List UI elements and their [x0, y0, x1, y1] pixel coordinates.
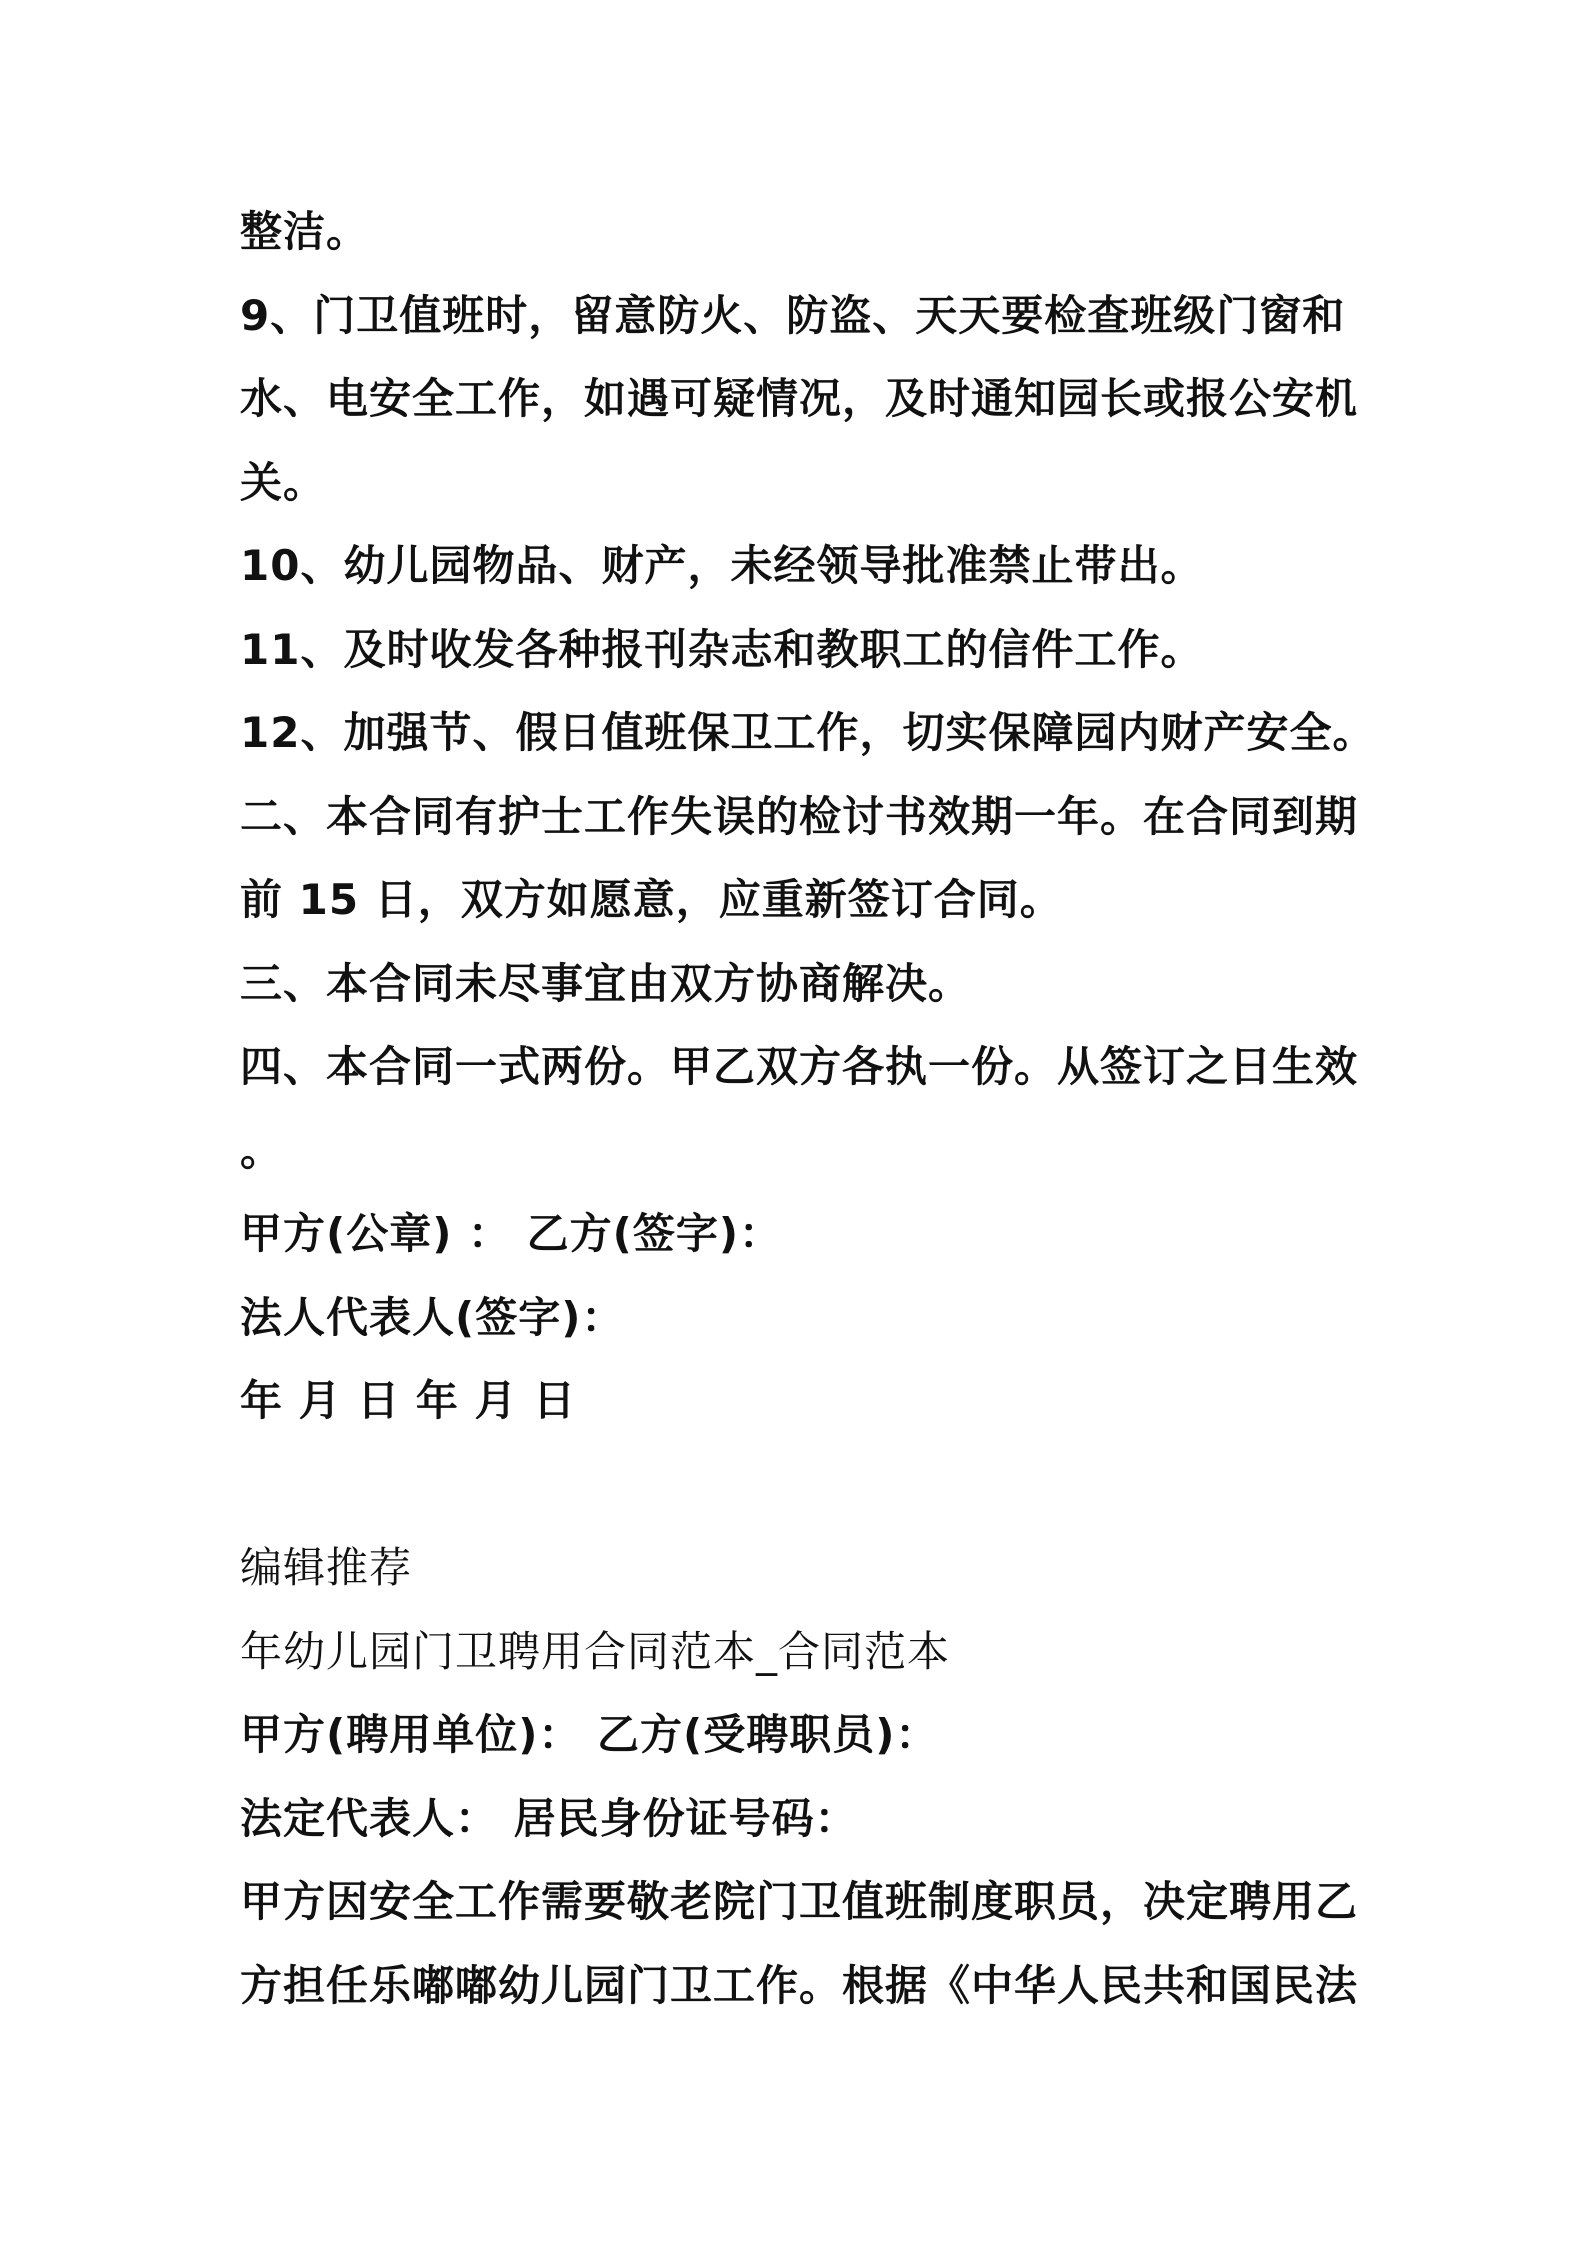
- text-line: 水、电安全工作，如遇可疑情况，及时通知园长或报公安机: [240, 374, 1359, 423]
- text-line: 关。: [240, 457, 327, 507]
- document-body: [240, 190, 1376, 2027]
- text-line: 三、本合同未尽事宜由双方协商解决。: [240, 958, 972, 1008]
- text-line: 9、门卫值班时，留意防火、防盗、天天要检查班级门窗和: [240, 290, 1346, 340]
- signature-party-line: 甲方(公章) ： 乙方(签字)：: [240, 1209, 783, 1258]
- text-line: 法定代表人： 居民身份证号码：: [240, 1793, 858, 1843]
- text-line: 甲方因安全工作需要敬老院门卫值班制度职员，决定聘用乙: [240, 1877, 1359, 1926]
- date-line: 年 月 日 年 月 日: [240, 1376, 577, 1425]
- text-line: 前 15 日，双方如愿意，应重新签订合同。: [240, 875, 1063, 924]
- text-line: 11、及时收发各种报刊杂志和教职工的信件工作。: [240, 624, 1204, 674]
- text-line: 方担任乐嘟嘟幼儿园门卫工作。根据《中华人民共和国民法: [240, 1960, 1359, 2010]
- legal-representative-line: 法人代表人(签字)：: [240, 1292, 625, 1342]
- text-line: 。: [240, 1125, 284, 1175]
- text-line: 甲方(聘用单位)： 乙方(受聘职员)：: [240, 1710, 939, 1759]
- text-line: 二、本合同有护士工作失误的检讨书效期一年。在合同到期: [240, 791, 1359, 841]
- text-line: 12、加强节、假日值班保卫工作，切实保障园内财产安全。: [240, 708, 1376, 757]
- recommend-heading: 编辑推荐: [240, 1543, 413, 1592]
- recommend-title: 年幼儿园门卫聘用合同范本_合同范本: [240, 1626, 951, 1676]
- text-line: 10、幼儿园物品、财产，未经领导批准禁止带出。: [240, 541, 1204, 590]
- text-line: 整洁。: [240, 207, 370, 256]
- text-line: 四、本合同一式两份。甲乙双方各执一份。从签订之日生效: [240, 1042, 1359, 1091]
- section-spacer: [240, 1443, 1360, 1527]
